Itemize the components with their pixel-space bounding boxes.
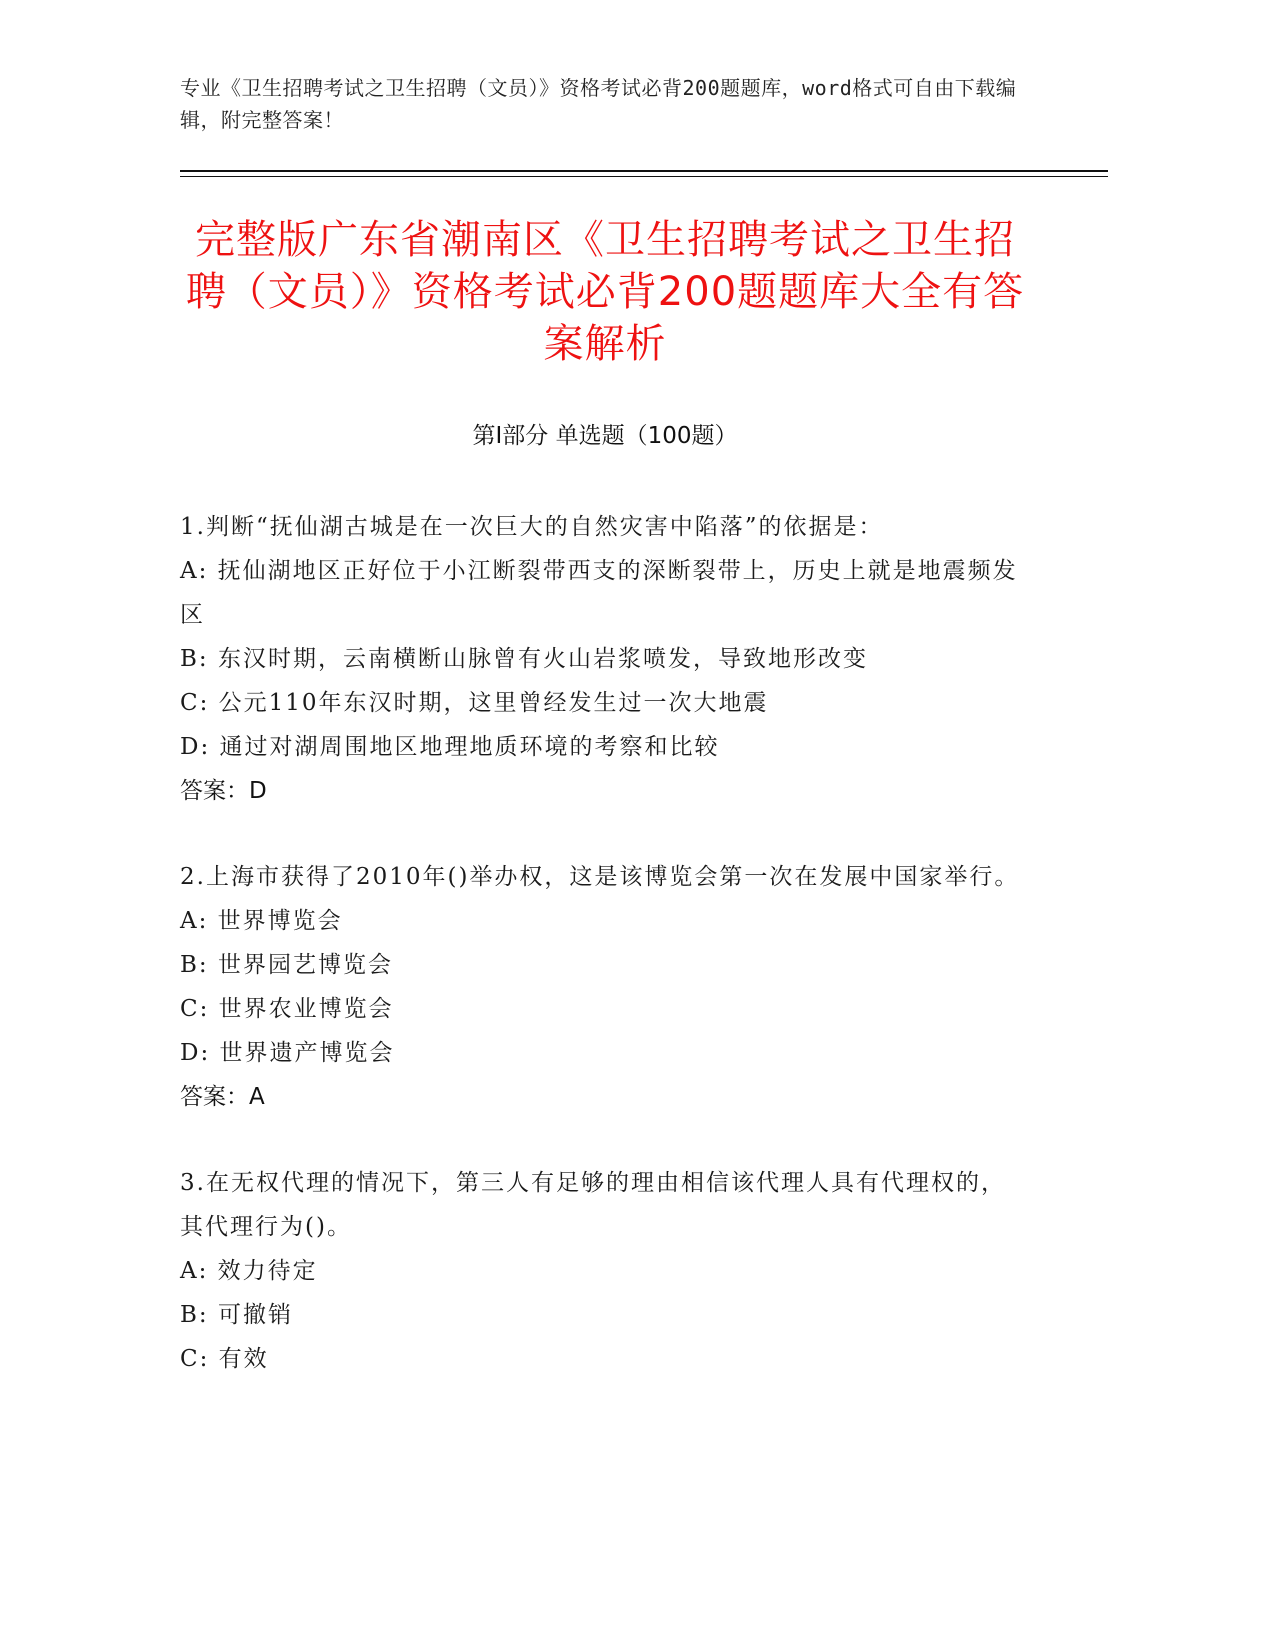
section-heading: 第I部分 单选题（100题） <box>472 423 738 449</box>
answer-line: 答案：D <box>180 778 267 804</box>
option-c: C: 公元110年东汉时期，这里曾经发生过一次大地震 <box>180 690 769 716</box>
option-b: B: 东汉时期，云南横断山脉曾有火山岩浆喷发，导致地形改变 <box>180 646 868 672</box>
header-rule-thin <box>180 176 1108 177</box>
question-item <box>180 1161 1030 1381</box>
header-note: 专业《卫生招聘考试之卫生招聘（文员）》资格考试必背200题题库，word格式可自由下载编辑，附完整答案！ <box>180 76 1017 132</box>
option-d: D: 世界遗产博览会 <box>180 1040 395 1066</box>
document-title: 完整版广东省潮南区《卫生招聘考试之卫生招聘（文员）》资格考试必背200题题库大全有答案解析 <box>185 217 1025 367</box>
answer-line: 答案：A <box>180 1084 265 1110</box>
question-stem: 1.判断“抚仙湖古城是在一次巨大的自然灾害中陷落”的依据是： <box>180 514 884 540</box>
option-c: C: 有效 <box>180 1346 269 1372</box>
header-rule-thick <box>180 170 1108 172</box>
option-b: B: 世界园艺博览会 <box>180 952 393 978</box>
option-a: A: 世界博览会 <box>180 908 343 934</box>
option-a: A: 抚仙湖地区正好位于小江断裂带西支的深断裂带上，历史上就是地震频发区 <box>180 558 1018 628</box>
option-b: B: 可撤销 <box>180 1302 293 1328</box>
option-a: A: 效力待定 <box>180 1258 318 1284</box>
question-stem: 2.上海市获得了2010年()举办权，这是该博览会第一次在发展中国家举行。 <box>180 864 1020 890</box>
option-d: D: 通过对湖周围地区地理地质环境的考察和比较 <box>180 734 720 760</box>
question-stem: 3.在无权代理的情况下，第三人有足够的理由相信该代理人具有代理权的，其代理行为()。 <box>180 1170 1006 1240</box>
question-item <box>180 855 1030 1119</box>
question-list <box>180 505 1030 1423</box>
question-item <box>180 505 1030 813</box>
option-c: C: 世界农业博览会 <box>180 996 394 1022</box>
